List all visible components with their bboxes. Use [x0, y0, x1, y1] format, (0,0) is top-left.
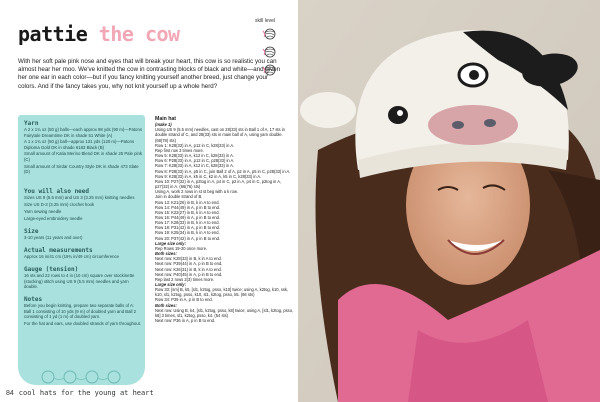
pattern-lines [155, 127, 295, 323]
section-line: A 2 x 1¾ oz (50 g) balls—each approx 98 yds (90 m)—Patons Fairytale Dreamtime DK in shade 51 White (A) [24, 127, 142, 138]
pattern-line: Rep first row 3 times more. [155, 147, 204, 153]
pattern-line: Row 9: K28(33) in A, k5 in C, k2 in A, k5 in C, k28(33) in A. [155, 173, 262, 179]
section-line: Small amount of Sirdar Country Style DK in shade 473 Slate (D) [24, 163, 139, 174]
pattern-line: Using A, work 2 rows in st st beg with a k row. [155, 189, 238, 195]
yarn-section [24, 121, 142, 176]
pattern-line: Using US 9 (5.5 mm) needles, cast on 28(33) sts in Ball 1 of A, 17 sts in double strand of C, and 28(33) sts in main ball of A, using yarn double. (68(78) sts) [155, 127, 285, 143]
pattern-line: Large size only: [155, 282, 186, 287]
pattern-line: Both sizes: [155, 302, 177, 308]
girl-in-cow-hat-image [298, 0, 600, 402]
pattern-line: Row 13: K21(26) in B, k in A to end. [155, 199, 220, 205]
page-footer [6, 389, 154, 397]
pattern-line: Row 15: K22(27) in B, k in A to end. [155, 209, 220, 215]
gauge-section [24, 267, 142, 291]
section-line: Approx 16 in/41 cm (19¾ in/49 cm) circumference [24, 254, 120, 260]
pattern-line: Row 7: K28(33) in A, k12 in C, k28(33) in A. [155, 163, 234, 169]
yarn-balls-illustration [38, 370, 124, 384]
section-line: 3-10 years (11 years and over) [24, 235, 83, 241]
pattern-instructions [155, 117, 295, 323]
section-heading: Gauge (tension) [24, 266, 79, 273]
pattern-line: Row 17: K28(33) in B, k in A to end. [155, 220, 220, 226]
section-line: Yarn sewing needle [24, 208, 62, 214]
pattern-line: Next row: P39(44) in A, p in B to end. [155, 261, 223, 267]
pattern-line: Row 10: P27(32) in A, p2tog in A, p4 in C, p2 in A, p4 in C, p2tog in A, p27(32) in A. (66(76) sts) [155, 178, 282, 190]
section-line: Before you begin knitting, prepare two separate balls of A: Ball 1 consisting of 10 yds (9 m) of doubled yarn and Ball 2 consisting of 1 yd (1 m) of doubled yarn. [24, 303, 137, 319]
section-heading: Actual measurements [24, 247, 93, 254]
section-line: Small amount of Katia Merino Blend DK in shade 25 Pale pink (C) [24, 151, 142, 162]
pattern-line: Row 1: K28(33) in A, p12 in C, k28(33) in A. [155, 142, 235, 148]
pattern-line: Row 18: P31(42) in A, p in B to end. [155, 225, 221, 231]
section-heading: Size [24, 228, 39, 235]
intro-paragraph: With her soft pale pink nose and eyes that will break your heart, this cow is so realistic you can almost hear her moo. We've knitted the cow in contrasting blocks of black and white—and given her one ear in each color—but if you fancy knitting yourself another breed, just change your colors. And if the fancy takes you, why not knit yourself up a whole herd? [18, 58, 281, 90]
pattern-line: Large size only: [155, 240, 186, 246]
section-heading: You will also need [24, 188, 90, 195]
notes-section [24, 297, 142, 327]
pattern-line: Row 33: [sm] B, k5, [sl1, k2tog, psso, k10] twice; using A, k2tog, k10, ssk, k10, sl1, k2tog, psso, k10, sl1, k2tog, psso, k5. (66 sts) [155, 287, 289, 298]
ball-of-yarn-icon [262, 46, 278, 58]
pattern-line: Row 14: P44(49) in A, p in B to end. [155, 204, 221, 210]
section-line: Sizes US 9 (5.5 mm) and US 3 (3.25 mm) knitting needles [24, 195, 135, 201]
pattern-line: Row 16: P44(49) in A, p in B to end. [155, 214, 221, 220]
pattern-line: Join in double strand of B. [155, 194, 203, 200]
pattern-line: Row 8: P28(33) in A, p5 in C, join Ball 2 of A, p2 in A, p5 in C, p28(33) in A. [155, 168, 291, 174]
section-heading: Notes [24, 296, 43, 303]
title-name: pattie [18, 22, 88, 46]
section-heading: Yarn [24, 120, 39, 127]
pattern-title [18, 22, 180, 46]
page-number: 84 [6, 390, 14, 397]
pattern-line: Rep last 2 rows 2(3) times more. [155, 276, 215, 282]
section-line: Large-eyed embroidery needle [24, 215, 83, 221]
pattern-line: Next row: K26(31) in B, k in A to end. [155, 266, 222, 272]
size-section [24, 229, 142, 242]
pattern-line: Next row: K28(33) in B, k in A to end. [155, 256, 222, 262]
left-page [0, 0, 298, 402]
section-line: For the hat and ears, use doubled strands of yarn throughout. [24, 320, 142, 326]
pattern-line: Next row: Using B, k4, [sl1, k2tog, psso, k8] twice; using A, [sl1, k2tog, psso, k8] 3 times, sl1, k2tog, psso, k4. (54 sts) [155, 307, 294, 318]
materials-sidebar [18, 115, 145, 385]
pattern-line: Next row: P40(45) in A, p in B to end. [155, 271, 223, 277]
skill-level-label: skill level [255, 18, 276, 24]
pattern-line: Row 19: K25(34) in B, k in A to end. [155, 230, 220, 236]
section-line: 16 sts and 22 rows to 4 in (10 cm) square over stockinette (stocking) stitch using US 9 (5.5 mm) needles and yarn double. [24, 273, 135, 289]
supplies-section [24, 189, 142, 222]
pattern-line: Row 34: P39 in A, p in B to end. [155, 297, 213, 303]
section-line: A 1 x 1¾ oz (50 g) ball—approx 131 yds (120 m)—Patons Diploma Gold DK in shade 6183 Black (B) [24, 139, 135, 150]
title-accent: the cow [98, 22, 180, 46]
section-line: Size US D-3 (3.25 mm) crochet hook [24, 202, 95, 208]
pattern-line: Row 5: K28(33) in A, k12 in C, k28(33) in A. [155, 153, 234, 159]
pattern-line: Rep Rows 19-20 once more. [155, 245, 208, 251]
ball-of-yarn-icon [262, 28, 278, 40]
measurements-section [24, 248, 142, 261]
section-title: cool hats for the young at heart [18, 389, 154, 397]
pattern-line: Both sizes: [155, 251, 177, 257]
pattern-heading: Main hat [155, 116, 177, 122]
pattern-line: Next row: P36 in A, p in B to end. [155, 318, 216, 324]
pattern-line: Row 20: P37(42) in A, p in B to end. [155, 235, 221, 241]
pattern-line: Row 6: P28(33) in A, p12 in C, p28(33) in A. [155, 158, 235, 164]
pattern-subheading: (make 1) [155, 122, 172, 128]
model-photo [298, 0, 600, 402]
